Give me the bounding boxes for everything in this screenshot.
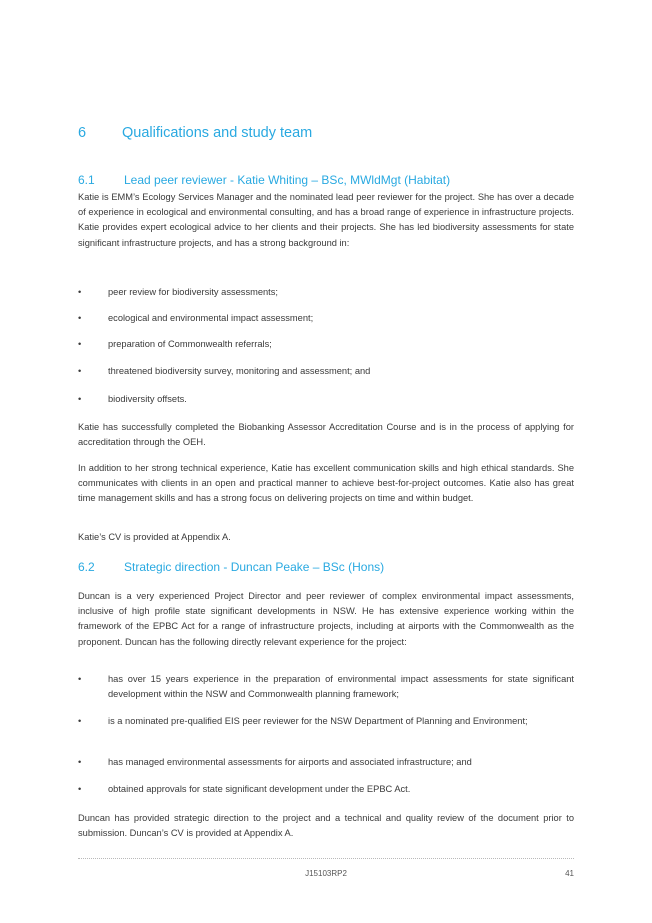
list-item-text: peer review for biodiversity assessments; — [108, 287, 278, 297]
bullet-icon: • — [78, 757, 82, 767]
list-item — [78, 311, 574, 326]
section-heading — [78, 125, 312, 141]
bullet-icon: • — [78, 339, 82, 349]
page-number: 41 — [565, 869, 574, 878]
list-item-text: threatened biodiversity survey, monitoring and assessment; and — [108, 366, 371, 376]
list-item — [78, 364, 574, 379]
paragraph-katie-cv: Katie’s CV is provided at Appendix A. — [78, 532, 231, 542]
list-item — [78, 714, 574, 729]
footer-rule — [78, 858, 574, 859]
subsection-heading-6-2 — [78, 560, 384, 574]
bullet-icon: • — [78, 784, 82, 794]
list-item-text: has managed environmental assessments for airports and associated infrastructure; and — [108, 757, 472, 767]
list-item-text: ecological and environmental impact assessment; — [108, 313, 314, 323]
subsection-heading-6-1 — [78, 173, 450, 187]
list-item — [78, 782, 574, 797]
paragraph-katie-intro: Katie is EMM’s Ecology Services Manager and the nominated lead peer reviewer for the project. She has over a decade of experience in ecological and environmental consulting, and has a broad range of experience in infrastructure projects. Katie provides expert ecological advice to her clients and their projects. She has led biodiversity assessments for state significant infrastructure projects, and has a strong background in: — [78, 192, 574, 248]
list-item — [78, 755, 574, 770]
subsection-title: Strategic direction - Duncan Peake – BSc (Hons) — [124, 560, 385, 574]
list-item — [78, 672, 574, 702]
bullet-icon: • — [78, 674, 82, 684]
subsection-title: Lead peer reviewer - Katie Whiting – BSc, MWldMgt (Habitat) — [124, 173, 451, 187]
paragraph-katie-skills: In addition to her strong technical experience, Katie has excellent communication skills and high ethical standards. She communicates with clients in an open and practical manner to achieve best-for-project outcomes. Katie also has great time management skills and has a strong focus on delivering projects on time and within budget. — [78, 463, 574, 504]
paragraph-katie-accreditation: Katie has successfully completed the Biobanking Assessor Accreditation Course and is in the process of applying for accreditation through the OEH. — [78, 422, 574, 448]
list-item — [78, 285, 574, 300]
paragraph-duncan-intro: Duncan is a very experienced Project Director and peer reviewer of complex environmental impact assessments, inclusive of high profile state significant developments in NSW. He has extensive experience working within the framework of the EPBC Act for a range of infrastructure projects, including at airports with the Commonwealth as the proponent. Duncan has the following directly relevant experience for the project: — [78, 591, 574, 647]
paragraph-duncan-direction: Duncan has provided strategic direction to the project and a technical and quality review of the document prior to submission. Duncan’s CV is provided at Appendix A. — [78, 813, 574, 839]
list-item-text: obtained approvals for state significant development under the EPBC Act. — [108, 784, 411, 794]
bullet-icon: • — [78, 287, 82, 297]
bullet-icon: • — [78, 366, 82, 376]
list-item — [78, 392, 574, 407]
bullet-icon: • — [78, 716, 82, 726]
subsection-number: 6.1 — [78, 173, 95, 187]
bullet-icon: • — [78, 394, 82, 404]
section-title: Qualifications and study team — [122, 125, 313, 141]
list-item-text: has over 15 years experience in the preparation of environmental impact assessments for state significant development within the NSW and Commonwealth planning framework; — [108, 674, 574, 700]
footer-reference: J15103RP2 — [305, 869, 347, 878]
subsection-number: 6.2 — [78, 560, 95, 574]
list-item-text: biodiversity offsets. — [108, 394, 187, 404]
list-item-text: is a nominated pre-qualified EIS peer reviewer for the NSW Department of Planning and Environment; — [108, 716, 528, 726]
list-item — [78, 337, 574, 352]
bullet-icon: • — [78, 313, 82, 323]
list-item-text: preparation of Commonwealth referrals; — [108, 339, 272, 349]
section-number: 6 — [78, 125, 87, 141]
